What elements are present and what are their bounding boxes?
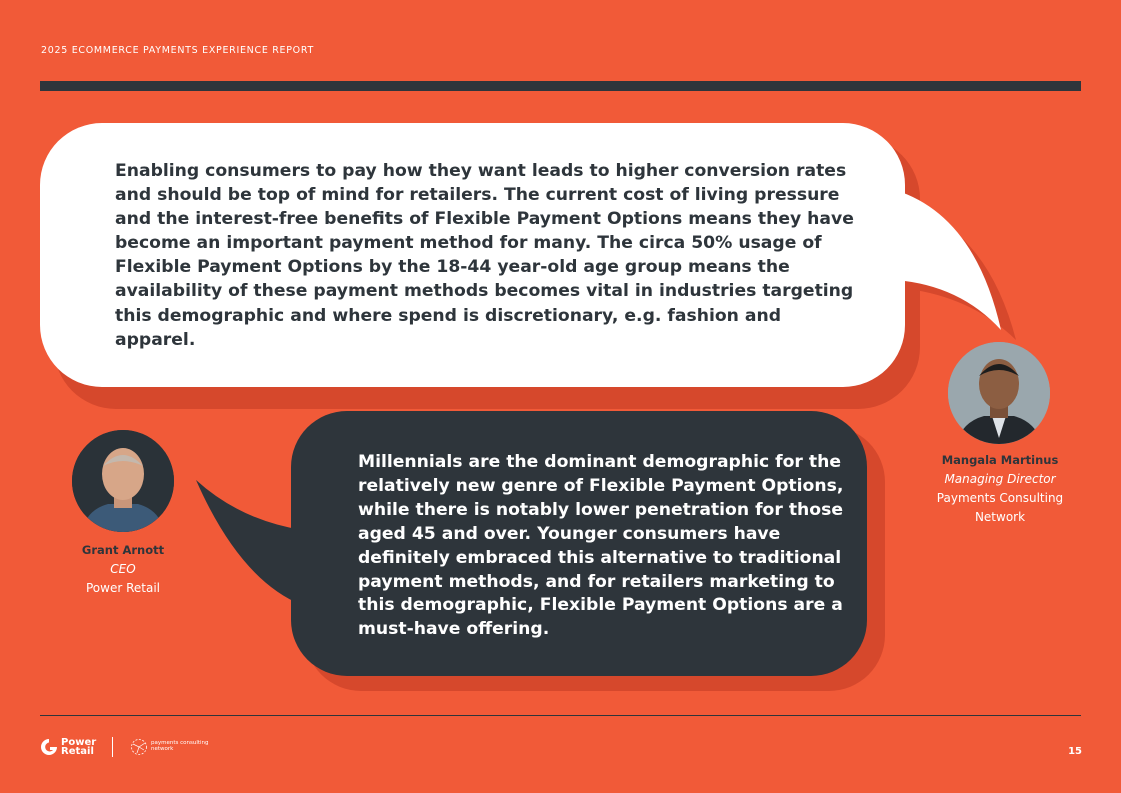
person-role: CEO xyxy=(110,562,136,576)
power-retail-logo-text: Power Retail xyxy=(61,737,97,757)
person-name: Grant Arnott xyxy=(81,543,165,557)
network-globe-icon xyxy=(130,738,148,756)
person-role: Managing Director xyxy=(944,472,1056,486)
power-retail-logo xyxy=(40,736,117,758)
pcn-logo-text: payments consulting network xyxy=(151,740,209,752)
page-number: 15 xyxy=(1068,746,1082,757)
person-company: Payments Consulting Network xyxy=(936,491,1064,524)
quote-text-1: Enabling consumers to pay how they want leads to higher conversion rates and should be top of mind for retailers. The current cost of living pressure and the interest-free benefits of Flexible Payment Options means they have become an important payment method for many. The circa 50% usage of Flexible Payment Options by the 18-44 year-old age group means the availability of these payment methods becomes vital in industries targeting this demographic and where spend is discretionary, e.g. fashion and apparel. xyxy=(115,161,854,350)
report-title: 2025 ECOMMERCE PAYMENTS EXPERIENCE REPORT xyxy=(41,45,314,56)
person-company: Power Retail xyxy=(85,581,160,595)
pcn-logo xyxy=(130,738,211,756)
power-retail-icon xyxy=(40,738,58,756)
person-grant-arnott xyxy=(58,541,188,598)
person-silhouette-icon xyxy=(948,342,1050,444)
quote-text-2: Millennials are the dominant demographic for the relatively new genre of Flexible Payment Options, while there is notably lower penetration for those aged 45 and over. Younger consumers have definitely embraced this alternative to traditional payment methods, and for retailers marketing to this demographic, Flexible Payment Options are a must-have offering. xyxy=(358,452,844,640)
logo-separator xyxy=(112,737,113,757)
person-silhouette-icon xyxy=(72,430,174,532)
bottom-divider xyxy=(40,715,1081,716)
bubble-2-tail xyxy=(196,480,302,605)
person-mangala-martinus xyxy=(915,451,1085,527)
person-name: Mangala Martinus xyxy=(941,453,1059,467)
avatar-mangala-martinus xyxy=(948,342,1050,444)
avatar-grant-arnott xyxy=(72,430,174,532)
